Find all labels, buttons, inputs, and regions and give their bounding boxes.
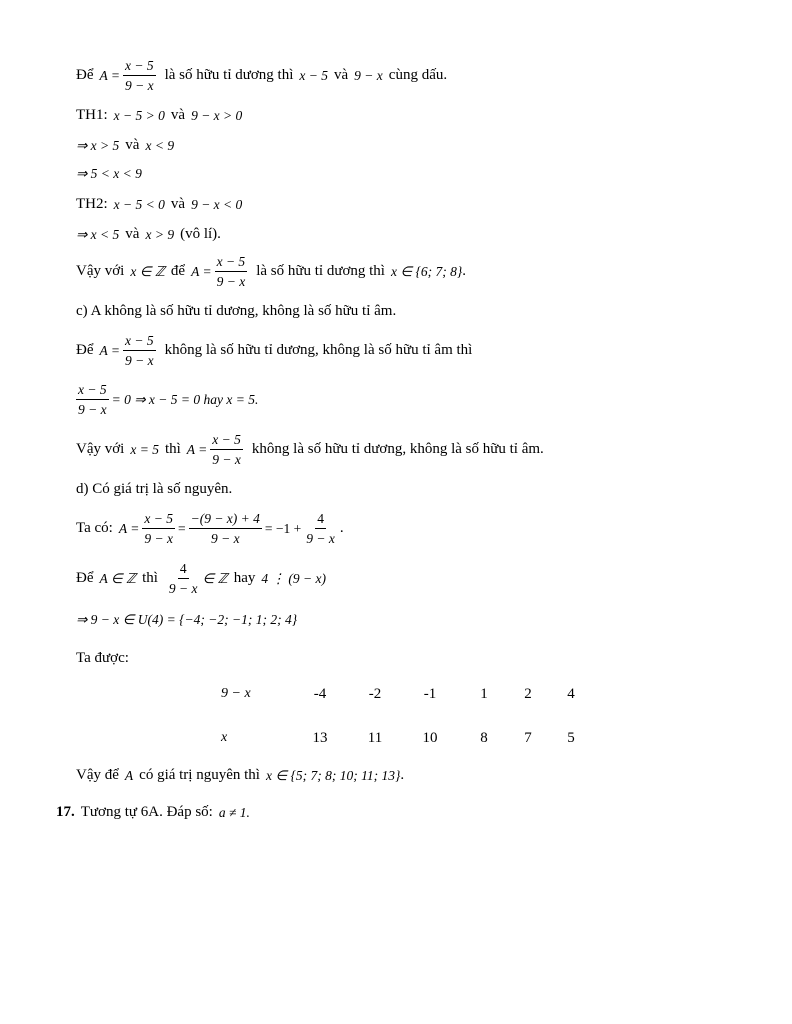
conclusion-line-c: [76, 432, 544, 467]
text: Vậy với: [76, 441, 125, 457]
math: x > 9: [145, 226, 175, 242]
math: A ∈ ℤ: [99, 570, 137, 586]
math: = 0 ⇒ x − 5 = 0 hay x = 5.: [111, 391, 259, 407]
text: Để: [76, 67, 94, 83]
math-A: A: [124, 767, 134, 783]
text: và: [334, 67, 349, 83]
fraction: $\frac{x - 5}{9 - x}$: [78, 382, 107, 417]
condition-line-c: [76, 333, 472, 368]
text: không là số hữu tỉ dương, không là số hữu tỉ âm.: [251, 441, 544, 457]
conclusion-line-1: [76, 254, 466, 289]
math: ⇒ 5 < x < 9: [76, 166, 142, 181]
math: 9 − x > 0: [191, 107, 243, 123]
table-cell: 10: [422, 730, 438, 746]
math: x = 5: [130, 441, 159, 457]
table-cell: 4: [567, 686, 575, 702]
table-row1-label: 9 − x: [221, 686, 251, 701]
fraction: $\frac{4}{9 - x}$: [168, 561, 198, 596]
math: 9 − x: [354, 67, 383, 83]
text: Ta có:: [76, 520, 113, 536]
text: Tương tự 6A. Đáp số:: [80, 804, 213, 820]
implication-line-3: [76, 226, 221, 243]
text: Vậy để: [76, 767, 119, 783]
condition-line-1: [76, 58, 447, 93]
math-A: A =: [99, 342, 120, 358]
text: và: [170, 196, 186, 212]
text: và: [170, 107, 186, 123]
fraction: $\frac{x - 5}{9 - x}$: [144, 511, 173, 546]
conclusion-line-d: [76, 767, 404, 784]
fraction: $\frac{x - 5}{9 - x}$: [216, 254, 246, 289]
fraction: $\frac{x - 5}{9 - x}$: [125, 333, 154, 368]
math: x < 9: [145, 137, 175, 153]
text: .: [400, 767, 405, 783]
math: ⇒ 9 − x ∈ U(4) = {−4; −2; −1; 1; 2; 4}: [76, 612, 298, 627]
text: TH2:: [76, 196, 108, 212]
math: x ∈ {6; 7; 8}: [390, 263, 463, 279]
math: ⇒ x < 5: [76, 226, 120, 242]
text: là số hữu tỉ dương thì: [256, 263, 385, 279]
table-cell: 2: [524, 686, 532, 702]
math: ∈ ℤ: [202, 570, 228, 586]
text: (vô lí).: [180, 226, 221, 242]
case-1-line: [76, 107, 242, 124]
text: Vậy với: [76, 263, 125, 279]
section-d-title: [76, 481, 232, 498]
implication-line-1: [76, 137, 174, 154]
divisors-line: [76, 612, 297, 628]
math: 9 − x < 0: [191, 196, 243, 212]
case-2-line: [76, 196, 242, 213]
math: x ∈ ℤ: [130, 263, 165, 279]
fraction: $\frac{x - 5}{9 - x}$: [125, 58, 154, 93]
table-cell: -1: [423, 686, 437, 702]
fraction: $\frac{-(9 - x) + 4}{9 - x}$: [190, 511, 260, 546]
table-cell: 7: [524, 730, 532, 746]
text: c) A không là số hữu tỉ dương, không là số hữu tỉ âm.: [76, 303, 397, 319]
text: và: [125, 226, 140, 242]
table-cell: 13: [312, 730, 328, 746]
table-row2-label: x: [221, 730, 228, 745]
section-c-title: [76, 303, 396, 320]
text: Để: [76, 570, 94, 586]
table-intro: [76, 650, 129, 667]
table-cell: 11: [367, 730, 383, 746]
math-A: A =: [191, 263, 212, 279]
text: .: [339, 520, 344, 536]
math-A: A =: [99, 67, 120, 83]
table-cell: 8: [480, 730, 488, 746]
math: = −1 +: [264, 520, 302, 536]
problem-17-line: [56, 804, 250, 821]
implication-line-2: [76, 166, 142, 182]
text: hay: [233, 570, 256, 586]
text: d) Có giá trị là số nguyên.: [76, 481, 233, 497]
math: a ≠ 1.: [218, 804, 250, 820]
table-cell: 1: [480, 686, 488, 702]
rewrite-line-d: [76, 511, 344, 546]
text: Để: [76, 342, 94, 358]
math: x − 5 > 0: [113, 107, 165, 123]
math: ⇒ x > 5: [76, 137, 120, 153]
text: không là số hữu tỉ dương, không là số hữu tỉ âm thì: [164, 342, 473, 358]
math: x ∈ {5; 7; 8; 10; 11; 13}: [265, 767, 401, 783]
condition-line-d: [76, 561, 326, 596]
text: là số hữu tỉ dương thì: [164, 67, 294, 83]
text: để: [170, 263, 186, 279]
math: x − 5: [299, 67, 328, 83]
text: có giá trị nguyên thì: [139, 767, 260, 783]
fraction: $\frac{x - 5}{9 - x}$: [212, 432, 241, 467]
text: Ta được:: [76, 650, 129, 666]
text: TH1:: [76, 107, 108, 123]
fraction: $\frac{4}{9 - x}$: [306, 511, 335, 546]
math: =: [177, 520, 186, 536]
math: x − 5 < 0: [113, 196, 165, 212]
text: .: [462, 263, 467, 279]
math-A: A =: [118, 520, 140, 536]
math: 4 ⋮ (9 − x): [261, 570, 326, 586]
problem-number: 17.: [56, 804, 75, 820]
equation-line-c: [76, 382, 258, 417]
text: và: [125, 137, 140, 153]
text: thì: [164, 441, 181, 457]
text: thì: [142, 570, 158, 586]
table-cell: 5: [567, 730, 575, 746]
table-cell: -4: [313, 686, 327, 702]
table-cell: -2: [368, 686, 382, 702]
math-A: A =: [186, 441, 208, 457]
text: cùng dấu.: [388, 67, 448, 83]
